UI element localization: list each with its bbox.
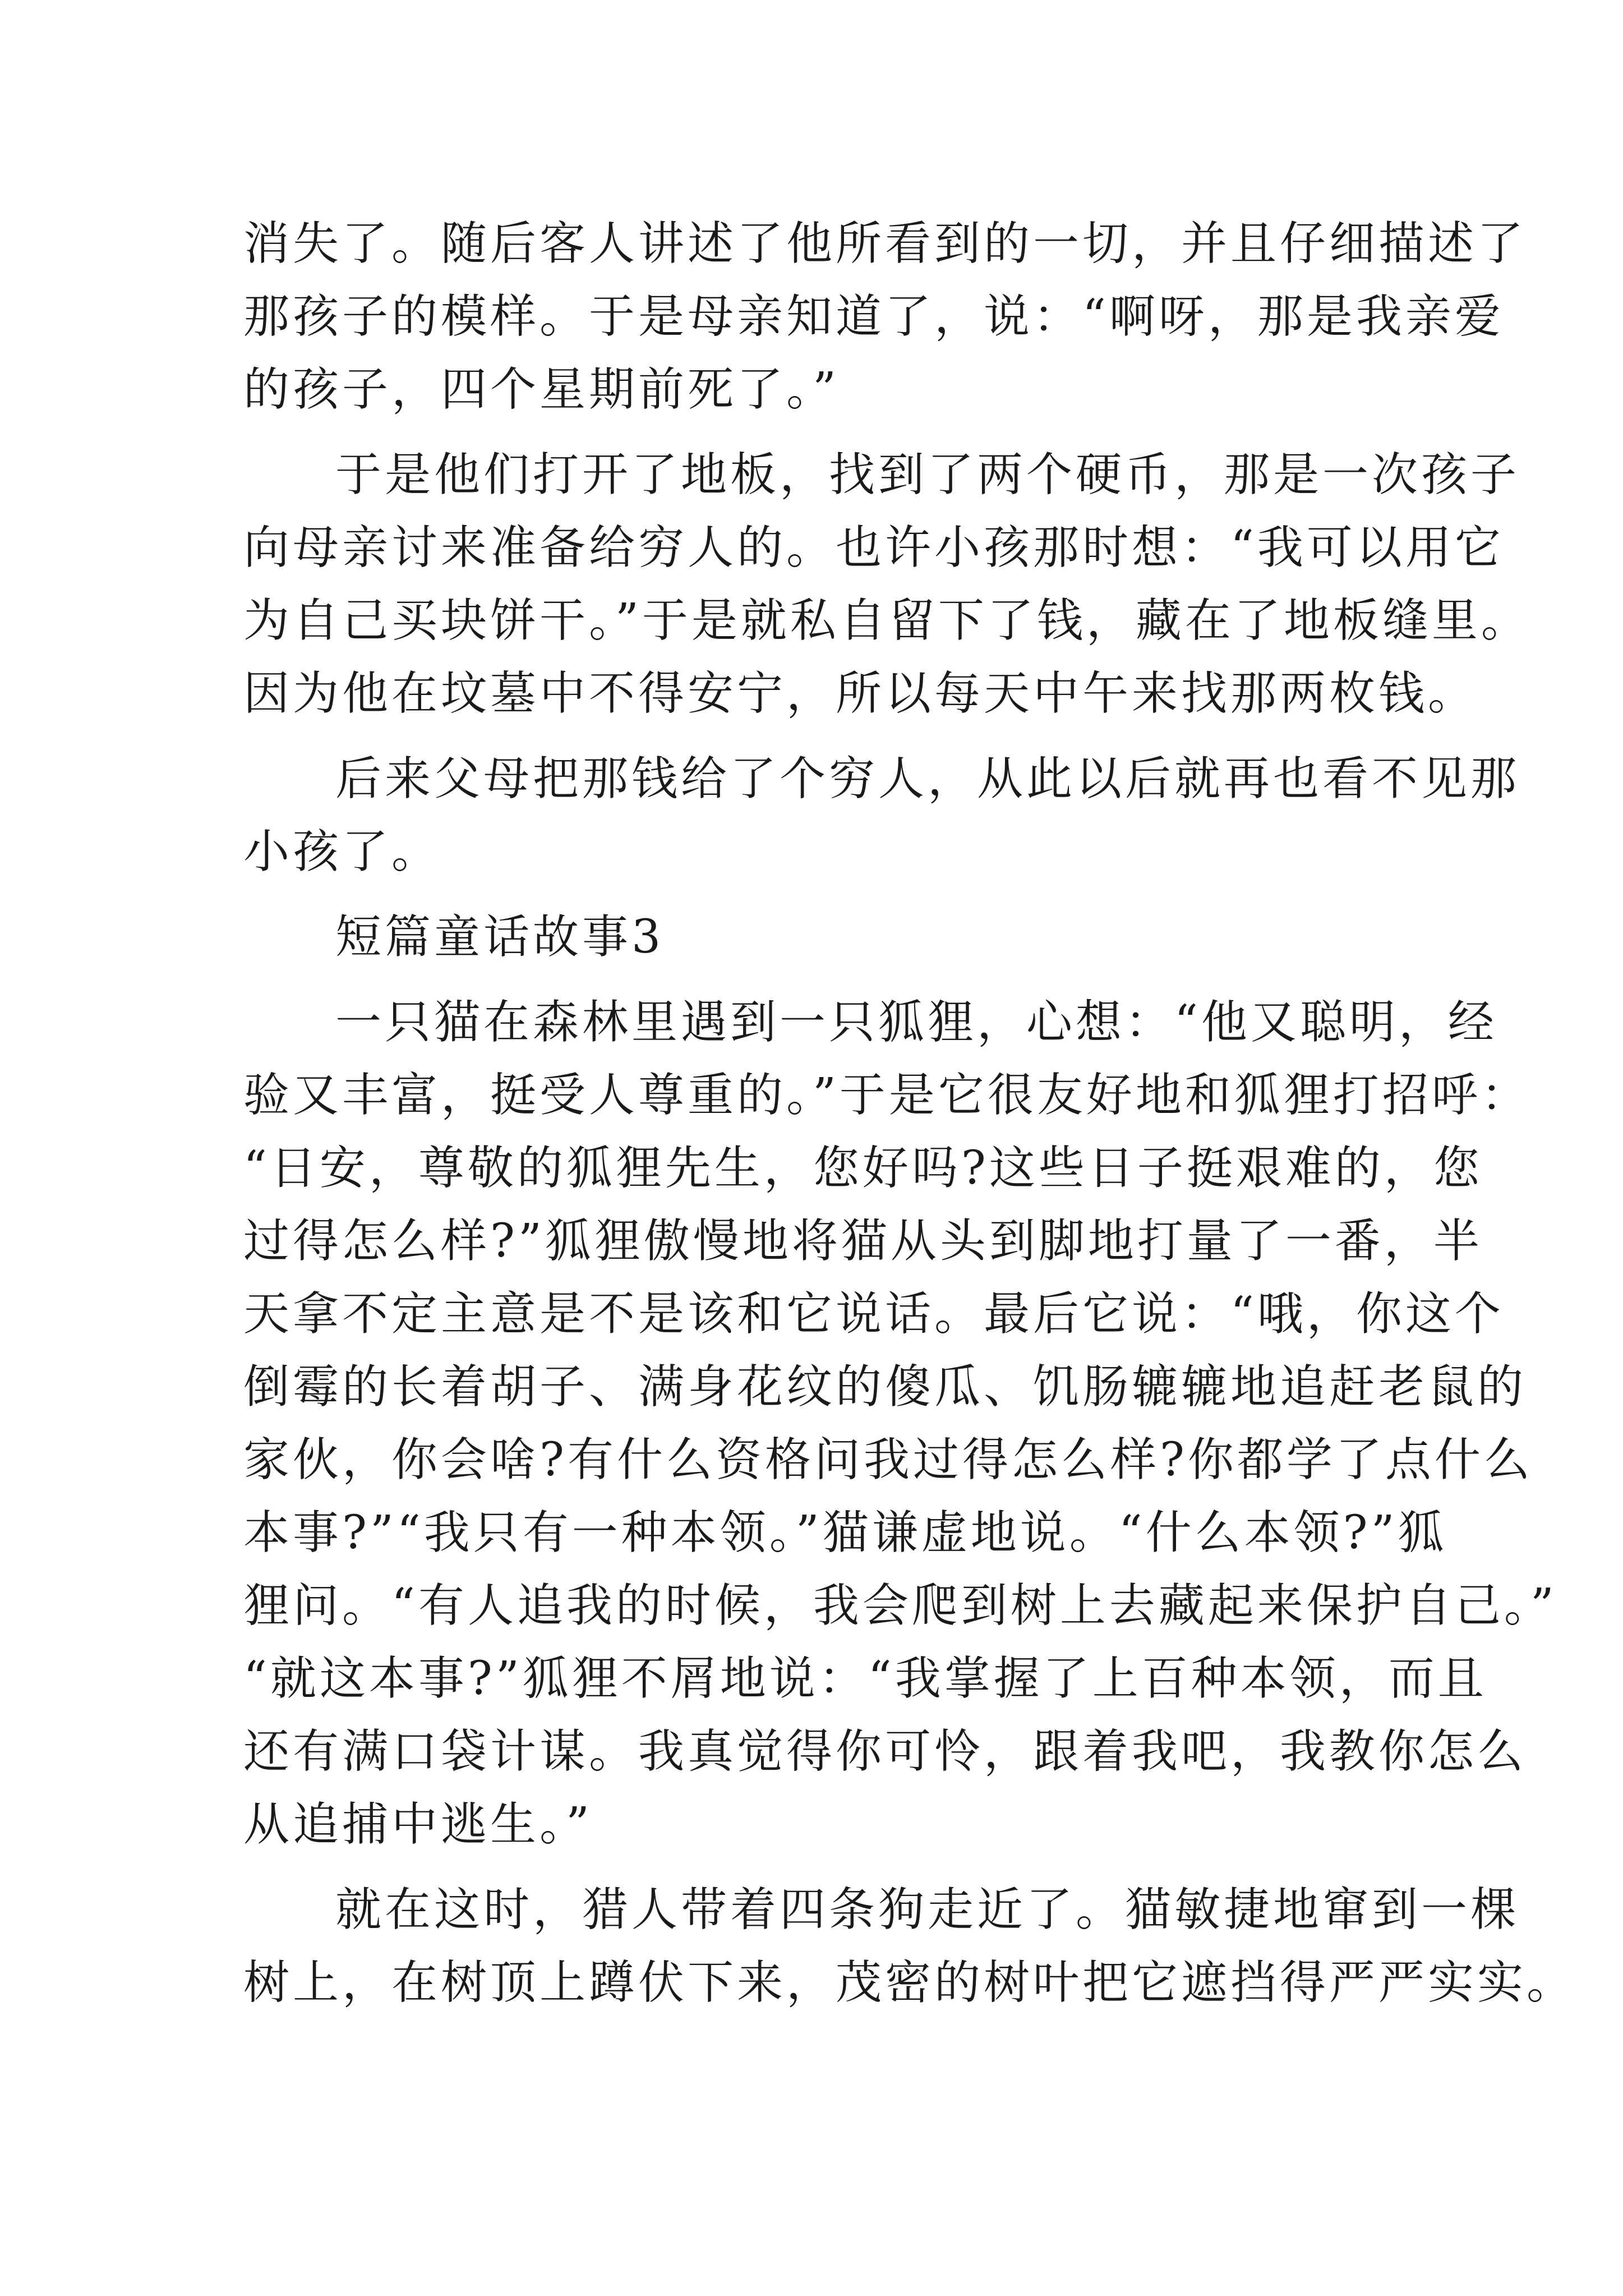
paragraph-start-line: 后来父母把那钱给了个穷人，从此以后就再也看不见那 [335, 752, 1520, 806]
text-line: “日安，尊敬的狐狸先生，您好吗?这些日子挺艰难的，您 [243, 1142, 1483, 1195]
paragraph-start-line: 一只猫在森林里遇到一只狐狸，心想：“他又聪明，经 [335, 996, 1497, 1049]
text-line: 小孩了。 [243, 825, 441, 878]
text-line: 向母亲讨来准备给穷人的。也许小孩那时想：“我可以用它 [243, 521, 1504, 574]
text-line: 的孩子，四个星期前死了。” [243, 363, 840, 416]
text-line: 从追捕中逃生。” [243, 1798, 593, 1851]
paragraph-start-line: 就在这时，猎人带着四条狗走近了。猫敏捷地窜到一棵 [335, 1883, 1520, 1936]
text-line: 狸问。“有人追我的时候，我会爬到树上去藏起来保护自己。” [243, 1579, 1557, 1632]
text-line: 那孩子的模样。于是母亲知道了，说：“啊呀，那是我亲爱 [243, 290, 1504, 343]
story-text [243, 208, 1576, 2019]
text-line: 因为他在坟墓中不得安宁，所以每天中午来找那两枚钱。 [243, 667, 1478, 720]
text-line: 天拿不定主意是不是该和它说话。最后它说：“哦，你这个 [243, 1287, 1504, 1341]
text-line: 家伙，你会啥?有什么资格问我过得怎么样?你都学了点什么 [243, 1433, 1533, 1487]
text-line: 为自己买块饼干。”于是就私自留下了钱，藏在了地板缝里。 [243, 594, 1530, 647]
section-heading: 短篇童话故事3 [335, 910, 665, 964]
text-line: 验又丰富，挺受人尊重的。”于是它很友好地和狐狸打招呼： [243, 1069, 1530, 1122]
text-line: 消失了。随后客人讲述了他所看到的一切，并且仔细描述了 [243, 217, 1527, 270]
text-line: 本事?”“我只有一种本领。”猫谦虚地说。“什么本领?”狐 [243, 1506, 1447, 1559]
text-line: 还有满口袋计谋。我真觉得你可怜，跟着我吧，我教你怎么 [243, 1725, 1527, 1778]
text-line: 树上，在树顶上蹲伏下来，茂密的树叶把它遮挡得严严实实。 [243, 1956, 1576, 2009]
text-line: 过得怎么样?”狐狸傲慢地将猫从头到脚地打量了一番，半 [243, 1214, 1483, 1268]
paragraph-start-line: 于是他们打开了地板，找到了两个硬币，那是一次孩子 [335, 448, 1520, 501]
text-line: 倒霉的长着胡子、满身花纹的傻瓜、饥肠辘辘地追赶老鼠的 [243, 1360, 1527, 1414]
text-line: “就这本事?”狐狸不屑地说：“我掌握了上百种本领，而且 [243, 1652, 1487, 1705]
